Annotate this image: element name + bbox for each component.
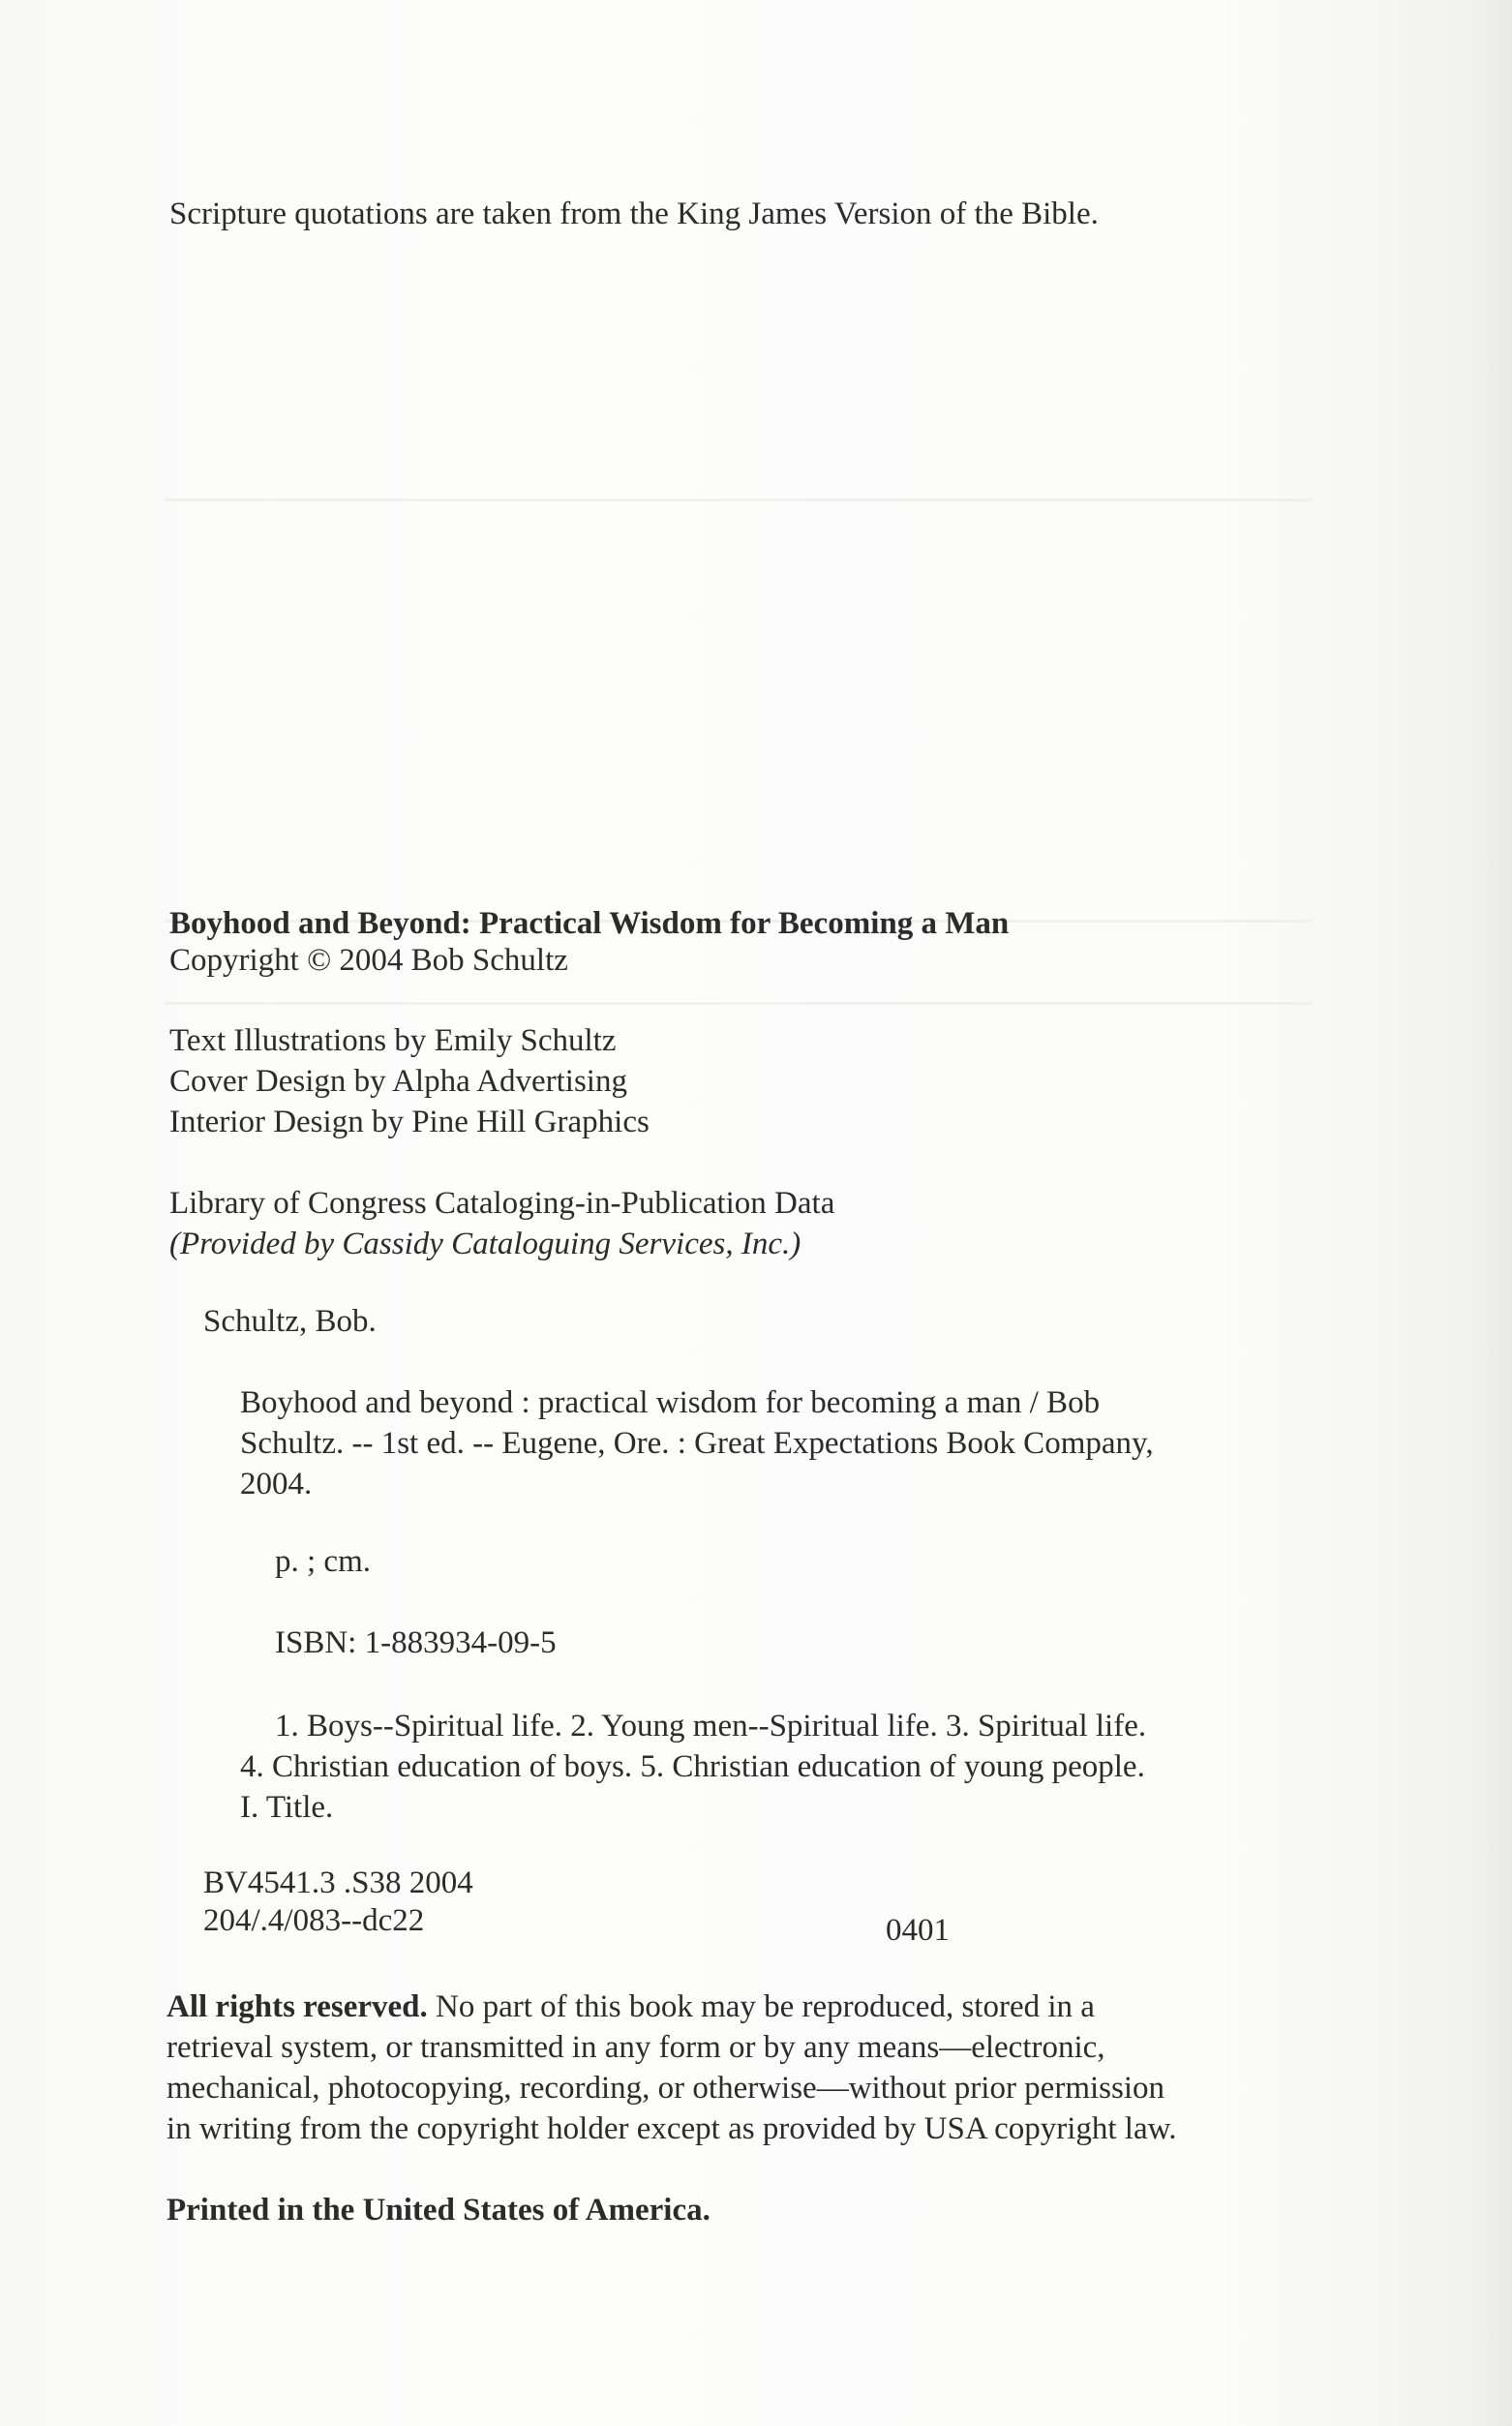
cover-design-credit: Cover Design by Alpha Advertising	[169, 1064, 627, 1099]
rights-line: in writing from the copyright holder except as provided by USA copyright law.	[166, 2111, 1177, 2146]
rights-lead: All rights reserved.	[166, 1989, 428, 2024]
lc-call-number: BV4541.3 .S38 2004	[203, 1865, 473, 1900]
printed-in-line: Printed in the United States of America.	[166, 2193, 711, 2228]
cip-heading: Library of Congress Cataloging-in-Publication Data	[169, 1186, 835, 1221]
show-through-rule	[165, 499, 1312, 501]
cip-author: Schultz, Bob.	[203, 1304, 377, 1339]
rights-line: retrieval system, or transmitted in any form or by any means—electronic,	[166, 2030, 1105, 2065]
rights-line	[166, 1986, 1095, 2027]
illustrations-credit: Text Illustrations by Emily Schultz	[169, 1023, 617, 1058]
cip-provider: (Provided by Cassidy Cataloguing Services, Inc.)	[169, 1227, 801, 1261]
cip-subject-line: I. Title.	[240, 1790, 334, 1825]
cip-work-line: Schultz. -- 1st ed. -- Eugene, Ore. : Great Expectations Book Company,	[240, 1426, 1154, 1461]
copyright-line: Copyright © 2004 Bob Schultz	[169, 943, 568, 978]
cip-work-line: Boyhood and beyond : practical wisdom for becoming a man / Bob	[240, 1385, 1101, 1420]
scripture-note: Scripture quotations are taken from the King James Version of the Bible.	[169, 197, 1099, 231]
rights-line: mechanical, photocopying, recording, or otherwise—without prior permission	[166, 2071, 1165, 2106]
rights-line-rest: No part of this book may be reproduced, stored in a	[427, 1989, 1095, 2024]
isbn: ISBN: 1-883934-09-5	[275, 1625, 557, 1660]
show-through-rule	[165, 1002, 1312, 1005]
cip-record-code: 0401	[886, 1913, 950, 1948]
cip-subject-line: 4. Christian education of boys. 5. Christian education of young people.	[240, 1749, 1145, 1784]
book-title-line: Boyhood and Beyond: Practical Wisdom for Becoming a Man	[169, 906, 1010, 941]
dewey-call-number: 204/.4/083--dc22	[203, 1903, 425, 1938]
cip-subject-line: 1. Boys--Spiritual life. 2. Young men--Spiritual life. 3. Spiritual life.	[275, 1709, 1147, 1744]
cip-work-line: 2004.	[240, 1467, 313, 1501]
interior-design-credit: Interior Design by Pine Hill Graphics	[169, 1105, 650, 1139]
cip-physical-description: p. ; cm.	[275, 1544, 371, 1579]
